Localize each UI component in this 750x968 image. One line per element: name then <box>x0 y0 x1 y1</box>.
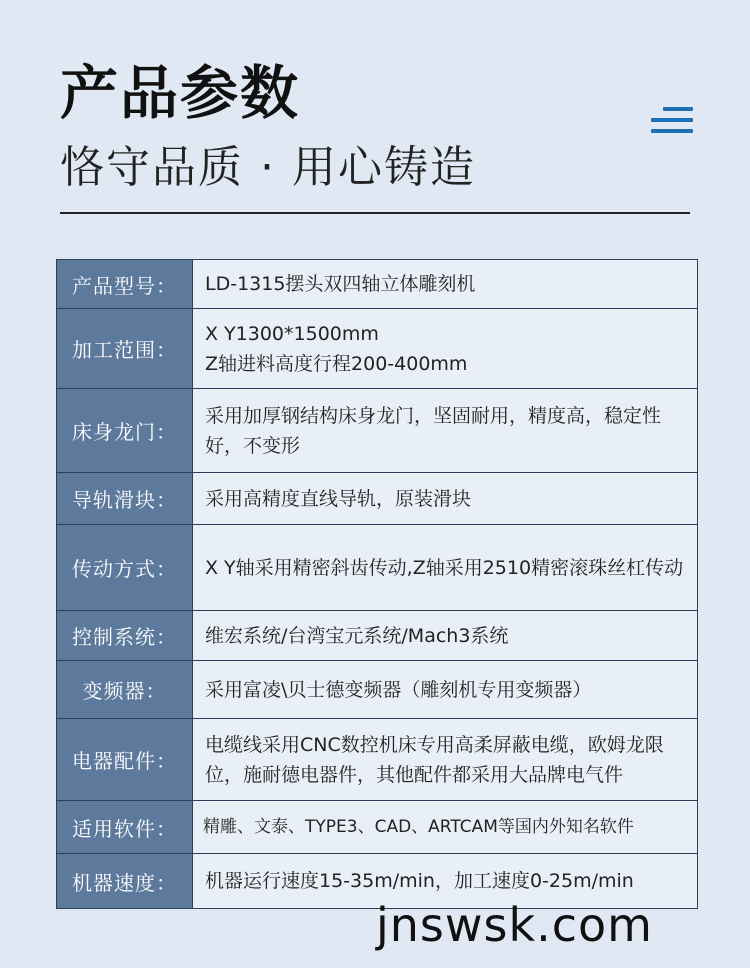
spec-value: 精雕、文泰、TYPE3、CAD、ARTCAM等国内外知名软件 <box>193 801 698 854</box>
spec-value: LD-1315摆头双四轴立体雕刻机 <box>193 260 698 309</box>
spec-label: 电器配件： <box>57 719 193 801</box>
spec-label: 床身龙门： <box>57 389 193 473</box>
spec-row <box>57 719 698 801</box>
divider <box>60 212 690 214</box>
spec-label: 导轨滑块： <box>57 473 193 525</box>
spec-row <box>57 801 698 854</box>
spec-row <box>57 525 698 611</box>
spec-label: 变频器： <box>57 661 193 719</box>
spec-value: 采用富凌\贝士德变频器（雕刻机专用变频器） <box>193 661 698 719</box>
spec-value: X Y1300*1500mm Z轴进料高度行程200-400mm <box>193 309 698 389</box>
spec-row <box>57 661 698 719</box>
watermark: jnswsk.com <box>376 898 653 952</box>
spec-value: X Y轴采用精密斜齿传动,Z轴采用2510精密滚珠丝杠传动 <box>193 525 698 611</box>
page-title: 产品参数 <box>60 59 301 127</box>
spec-row <box>57 473 698 525</box>
spec-label: 产品型号： <box>57 260 193 309</box>
spec-row <box>57 611 698 661</box>
menu-lines-icon[interactable] <box>651 107 693 133</box>
spec-row <box>57 309 698 389</box>
spec-row <box>57 389 698 473</box>
spec-label: 机器速度： <box>57 854 193 909</box>
spec-value: 机器运行速度15-35m/min，加工速度0-25m/min <box>193 854 698 909</box>
page-subtitle: 恪守品质 · 用心铸造 <box>60 142 476 193</box>
spec-value: 采用高精度直线导轨，原装滑块 <box>193 473 698 525</box>
spec-label: 控制系统： <box>57 611 193 661</box>
spec-row <box>57 260 698 309</box>
spec-label: 加工范围： <box>57 309 193 389</box>
spec-table <box>56 259 698 909</box>
spec-label: 适用软件： <box>57 801 193 854</box>
spec-value: 电缆线采用CNC数控机床专用高柔屏蔽电缆，欧姆龙限位，施耐德电器件，其他配件都采用大品牌电气件 <box>193 719 698 801</box>
spec-value: 维宏系统/台湾宝元系统/Mach3系统 <box>193 611 698 661</box>
spec-value: 采用加厚钢结构床身龙门，坚固耐用，精度高，稳定性好，不变形 <box>193 389 698 473</box>
spec-label: 传动方式： <box>57 525 193 611</box>
